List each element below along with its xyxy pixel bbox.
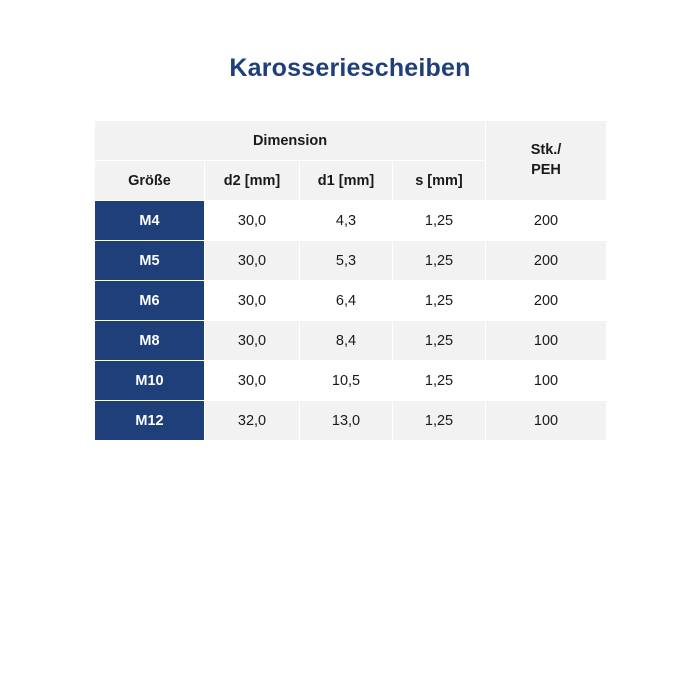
cell-size: M8 xyxy=(95,321,205,361)
cell-size: M5 xyxy=(95,241,205,281)
header-stk-line2: PEH xyxy=(531,161,561,178)
cell-stk: 100 xyxy=(486,321,607,361)
table-header-row-group xyxy=(95,121,607,161)
table-row xyxy=(95,401,607,441)
cell-s: 1,25 xyxy=(393,401,486,441)
cell-stk: 200 xyxy=(486,241,607,281)
header-d2: d2 [mm] xyxy=(205,161,300,201)
table-row xyxy=(95,321,607,361)
cell-s: 1,25 xyxy=(393,361,486,401)
cell-size: M4 xyxy=(95,201,205,241)
cell-stk: 100 xyxy=(486,401,607,441)
table-head xyxy=(95,121,607,201)
cell-s: 1,25 xyxy=(393,321,486,361)
cell-stk: 200 xyxy=(486,281,607,321)
cell-d1: 8,4 xyxy=(300,321,393,361)
cell-d1: 5,3 xyxy=(300,241,393,281)
header-s: s [mm] xyxy=(393,161,486,201)
table-row xyxy=(95,241,607,281)
table-body xyxy=(95,201,607,441)
cell-stk: 100 xyxy=(486,361,607,401)
cell-d1: 4,3 xyxy=(300,201,393,241)
cell-d2: 30,0 xyxy=(205,241,300,281)
cell-d2: 32,0 xyxy=(205,401,300,441)
specification-table xyxy=(94,120,607,441)
cell-size: M10 xyxy=(95,361,205,401)
cell-s: 1,25 xyxy=(393,241,486,281)
page-title: Karosseriescheiben xyxy=(229,54,471,82)
header-d1: d1 [mm] xyxy=(300,161,393,201)
cell-size: M6 xyxy=(95,281,205,321)
cell-s: 1,25 xyxy=(393,281,486,321)
header-stk-line1: Stk./ xyxy=(530,141,562,158)
cell-d1: 10,5 xyxy=(300,361,393,401)
header-dimension-group: Dimension xyxy=(95,121,486,161)
header-stk-peh xyxy=(486,121,607,201)
cell-d2: 30,0 xyxy=(205,321,300,361)
cell-d1: 13,0 xyxy=(300,401,393,441)
cell-d2: 30,0 xyxy=(205,281,300,321)
cell-d2: 30,0 xyxy=(205,361,300,401)
spec-table-container xyxy=(94,120,606,441)
table-row xyxy=(95,361,607,401)
table-row xyxy=(95,201,607,241)
cell-stk: 200 xyxy=(486,201,607,241)
cell-s: 1,25 xyxy=(393,201,486,241)
cell-size: M12 xyxy=(95,401,205,441)
cell-d2: 30,0 xyxy=(205,201,300,241)
table-row xyxy=(95,281,607,321)
cell-d1: 6,4 xyxy=(300,281,393,321)
header-groesse: Größe xyxy=(95,161,205,201)
